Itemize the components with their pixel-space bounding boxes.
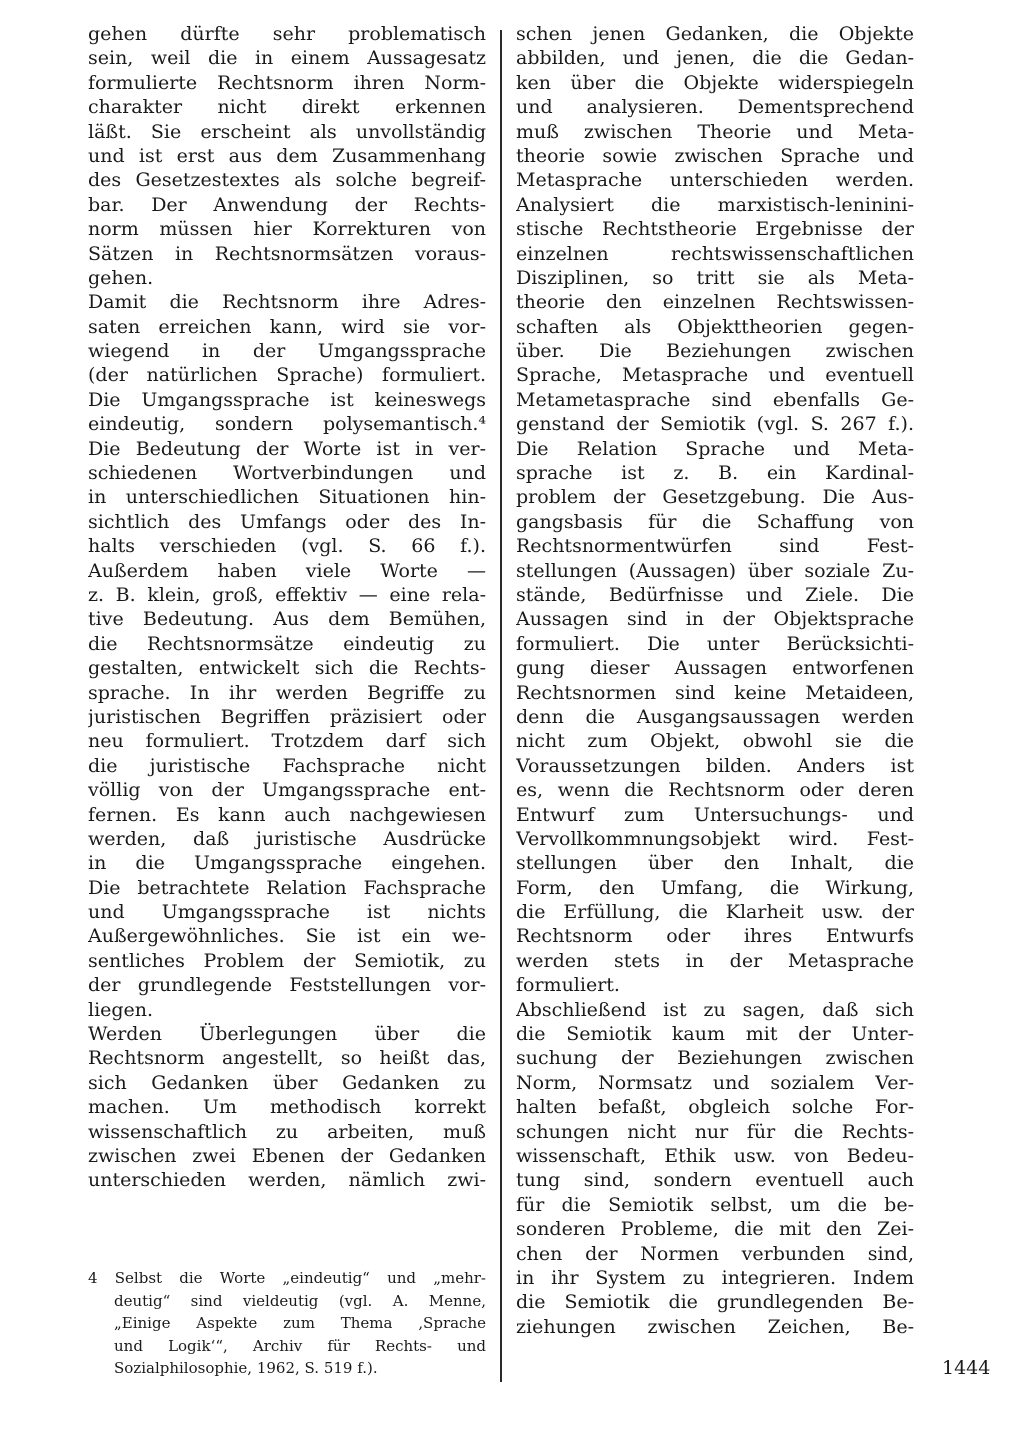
right-column-line: chen der Normen verbunden sind, xyxy=(516,1242,914,1265)
left-column-line: juristischen Begriffen präzisiert oder xyxy=(88,705,486,728)
left-column-line: und Umgangssprache ist nichts xyxy=(88,901,486,924)
right-column-line: genstand der Semiotik (vgl. S. 267 f.). xyxy=(516,413,914,436)
page-number: 1444 xyxy=(942,1357,991,1379)
left-column-line: die Rechtsnormsätze eindeutig zu xyxy=(88,632,486,655)
left-column-line: gestalten, entwickelt sich die Rechts- xyxy=(88,657,486,680)
right-column-line: ken über die Objekte widerspiegeln xyxy=(516,71,914,94)
right-column-line: Metametasprache sind ebenfalls Ge- xyxy=(516,388,914,411)
left-column-line: gehen. xyxy=(88,266,154,289)
left-column xyxy=(88,22,486,1193)
left-column-line: Damit die Rechtsnorm ihre Adres- xyxy=(88,291,486,314)
left-column-line: gehen dürfte sehr problematisch xyxy=(88,23,486,45)
left-column-line: werden, daß juristische Ausdrücke xyxy=(88,827,486,850)
footnote-line: 4 Selbst die Worte „eindeutig“ und „mehr- xyxy=(88,1269,486,1287)
left-column-line: die juristische Fachsprache nicht xyxy=(88,754,486,777)
left-column-line: Die Umgangssprache ist keineswegs xyxy=(88,388,486,411)
right-column-line: ziehungen zwischen Zeichen, Be- xyxy=(516,1315,914,1338)
right-column-line: stellungen über den Inhalt, die xyxy=(516,852,914,875)
left-column-line: fernen. Es kann auch nachgewiesen xyxy=(88,803,486,826)
left-column-line: charakter nicht direkt erkennen xyxy=(88,96,486,119)
right-column-line: Die Relation Sprache und Meta- xyxy=(516,437,914,460)
right-column-line: Metasprache unterschieden werden. xyxy=(516,169,914,192)
footnote xyxy=(88,1267,486,1380)
left-column-line: (der natürlichen Sprache) formuliert. xyxy=(88,364,486,387)
right-column-line: werden stets in der Metasprache xyxy=(516,949,914,972)
right-column-line: Voraussetzungen bilden. Anders ist xyxy=(516,754,914,777)
right-column-line: über. Die Beziehungen zwischen xyxy=(516,340,914,363)
left-column-line: der grundlegende Feststellungen vor- xyxy=(88,974,486,997)
right-column-line: Analysiert die marxistisch-leninini- xyxy=(516,193,914,216)
left-column-line: sich Gedanken über Gedanken zu xyxy=(88,1071,486,1094)
right-column-line: schen jenen Gedanken, die Objekte xyxy=(516,23,914,45)
right-column-line: stische Rechtstheorie Ergebnisse der xyxy=(516,218,914,241)
right-column-line: die Semiotik die grundlegenden Be- xyxy=(516,1291,914,1314)
left-column-line: halts verschieden (vgl. S. 66 f.). xyxy=(88,535,486,558)
left-column-line: Rechtsnorm angestellt, so heißt das, xyxy=(88,1047,486,1070)
left-column-line: formulierte Rechtsnorm ihren Norm- xyxy=(88,71,486,94)
right-column-line: für die Semiotik selbst, um die be- xyxy=(516,1193,914,1216)
left-column-line: sein, weil die in einem Aussagesatz xyxy=(88,47,486,70)
left-column-line: Sätzen in Rechtsnormsätzen voraus- xyxy=(88,242,486,265)
right-column-line: halten befaßt, obgleich solche For- xyxy=(516,1096,914,1119)
left-column-line: zwischen zwei Ebenen der Gedanken xyxy=(88,1144,486,1167)
right-column-line: abbilden, und jenen, die die Gedan- xyxy=(516,47,914,70)
left-column-line: saten erreichen kann, wird sie vor- xyxy=(88,315,486,338)
left-column-line: norm müssen hier Korrekturen von xyxy=(88,218,486,241)
left-column-line: wiegend in der Umgangssprache xyxy=(88,340,486,363)
right-column-line: suchung der Beziehungen zwischen xyxy=(516,1047,914,1070)
footnote-line: deutig“ sind vieldeutig (vgl. A. Menne, xyxy=(114,1291,486,1310)
right-column-line: Vervollkommnungsobjekt wird. Fest- xyxy=(516,827,914,850)
left-column-line: sprache. In ihr werden Begriffe zu xyxy=(88,681,486,704)
left-column-line: Werden Überlegungen über die xyxy=(88,1023,486,1046)
left-column-line: in unterschiedlichen Situationen hin- xyxy=(88,486,486,509)
right-column-line: Rechtsnormentwürfen sind Fest- xyxy=(516,535,914,558)
left-column-line: läßt. Sie erscheint als unvollständig xyxy=(88,120,486,143)
left-column-line: liegen. xyxy=(88,998,154,1021)
right-column-line: Rechtsnorm oder ihres Entwurfs xyxy=(516,925,914,948)
left-column-line: sentliches Problem der Semiotik, zu xyxy=(88,949,486,972)
right-column-line: denn die Ausgangsaussagen werden xyxy=(516,705,914,728)
right-column-line: muß zwischen Theorie und Meta- xyxy=(516,120,914,143)
right-column-line: sprache ist z. B. ein Kardinal- xyxy=(516,462,914,485)
right-column-line: Rechtsnormen sind keine Metaideen, xyxy=(516,681,914,704)
right-column-line: formuliert. xyxy=(516,974,620,997)
left-column-line: Außergewöhnliches. Sie ist ein we- xyxy=(88,925,486,948)
right-column-line: schungen nicht nur für die Rechts- xyxy=(516,1120,914,1143)
right-column-line: stellungen (Aussagen) über soziale Zu- xyxy=(516,559,914,582)
right-column-line: Aussagen sind in der Objektsprache xyxy=(516,608,914,631)
left-column-line: Die Bedeutung der Worte ist in ver- xyxy=(88,437,486,460)
right-column-line: theorie den einzelnen Rechtswissen- xyxy=(516,291,914,314)
left-column-line: bar. Der Anwendung der Rechts- xyxy=(88,193,486,216)
left-column-line: unterschieden werden, nämlich zwi- xyxy=(88,1169,486,1192)
right-column xyxy=(516,22,914,1339)
right-column-line: und analysieren. Dementsprechend xyxy=(516,96,914,119)
left-column-line: sichtlich des Umfangs oder des In- xyxy=(88,510,486,533)
left-column-line: des Gesetzestextes als solche begreif- xyxy=(88,169,486,192)
right-column-line: problem der Gesetzgebung. Die Aus- xyxy=(516,486,914,509)
footnote-line: und Logik‘“, Archiv für Rechts- und xyxy=(114,1336,486,1355)
left-column-line: tive Bedeutung. Aus dem Bemühen, xyxy=(88,608,486,631)
right-column-line: stände, Bedürfnisse und Ziele. Die xyxy=(516,583,914,606)
right-column-line: gung dieser Aussagen entworfenen xyxy=(516,657,914,680)
right-column-line: gangsbasis für die Schaffung von xyxy=(516,510,914,533)
right-column-line: Norm, Normsatz und sozialem Ver- xyxy=(516,1071,914,1094)
left-column-line: neu formuliert. Trotzdem darf sich xyxy=(88,730,486,753)
footnote-line: „Einige Aspekte zum Thema ‚Sprache xyxy=(114,1314,486,1332)
right-column-line: Disziplinen, so tritt sie als Meta- xyxy=(516,266,914,289)
right-column-line: es, wenn die Rechtsnorm oder deren xyxy=(516,779,914,802)
left-column-line: z. B. klein, groß, effektiv — eine rela- xyxy=(88,583,486,606)
left-column-line: in die Umgangssprache eingehen. xyxy=(88,852,486,875)
left-column-line: Außerdem haben viele Worte — xyxy=(88,559,486,582)
left-column-line: wissenschaftlich zu arbeiten, muß xyxy=(88,1120,486,1143)
left-column-line: eindeutig, sondern polysemantisch.⁴ xyxy=(88,413,486,436)
left-column-line: machen. Um methodisch korrekt xyxy=(88,1096,486,1119)
right-column-line: Sprache, Metasprache und eventuell xyxy=(516,364,914,387)
footnote-line: Sozialphilosophie, 1962, S. 519 f.). xyxy=(114,1359,378,1377)
left-column-line: und ist erst aus dem Zusammenhang xyxy=(88,144,486,167)
right-column-line: wissenschaft, Ethik usw. von Bedeu- xyxy=(516,1144,914,1167)
right-column-line: in ihr System zu integrieren. Indem xyxy=(516,1266,914,1289)
right-column-line: die Semiotik kaum mit der Unter- xyxy=(516,1023,914,1046)
right-column-line: einzelnen rechtswissenschaftlichen xyxy=(516,242,914,265)
right-column-line: theorie sowie zwischen Sprache und xyxy=(516,144,914,167)
right-column-line: formuliert. Die unter Berücksichti- xyxy=(516,632,914,655)
column-divider xyxy=(500,30,502,1382)
right-column-line: Abschließend ist zu sagen, daß sich xyxy=(516,998,914,1021)
right-column-line: die Erfüllung, die Klarheit usw. der xyxy=(516,901,914,924)
right-column-line: schaften als Objekttheorien gegen- xyxy=(516,315,914,338)
right-column-line: sonderen Probleme, die mit den Zei- xyxy=(516,1218,914,1241)
right-column-line: tung sind, sondern eventuell auch xyxy=(516,1169,914,1192)
right-column-line: Entwurf zum Untersuchungs- und xyxy=(516,803,914,826)
right-column-line: nicht zum Objekt, obwohl sie die xyxy=(516,730,914,753)
right-column-line: Form, den Umfang, die Wirkung, xyxy=(516,876,914,899)
left-column-line: schiedenen Wortverbindungen und xyxy=(88,462,486,485)
left-column-line: Die betrachtete Relation Fachsprache xyxy=(88,876,486,899)
left-column-line: völlig von der Umgangssprache ent- xyxy=(88,779,486,802)
